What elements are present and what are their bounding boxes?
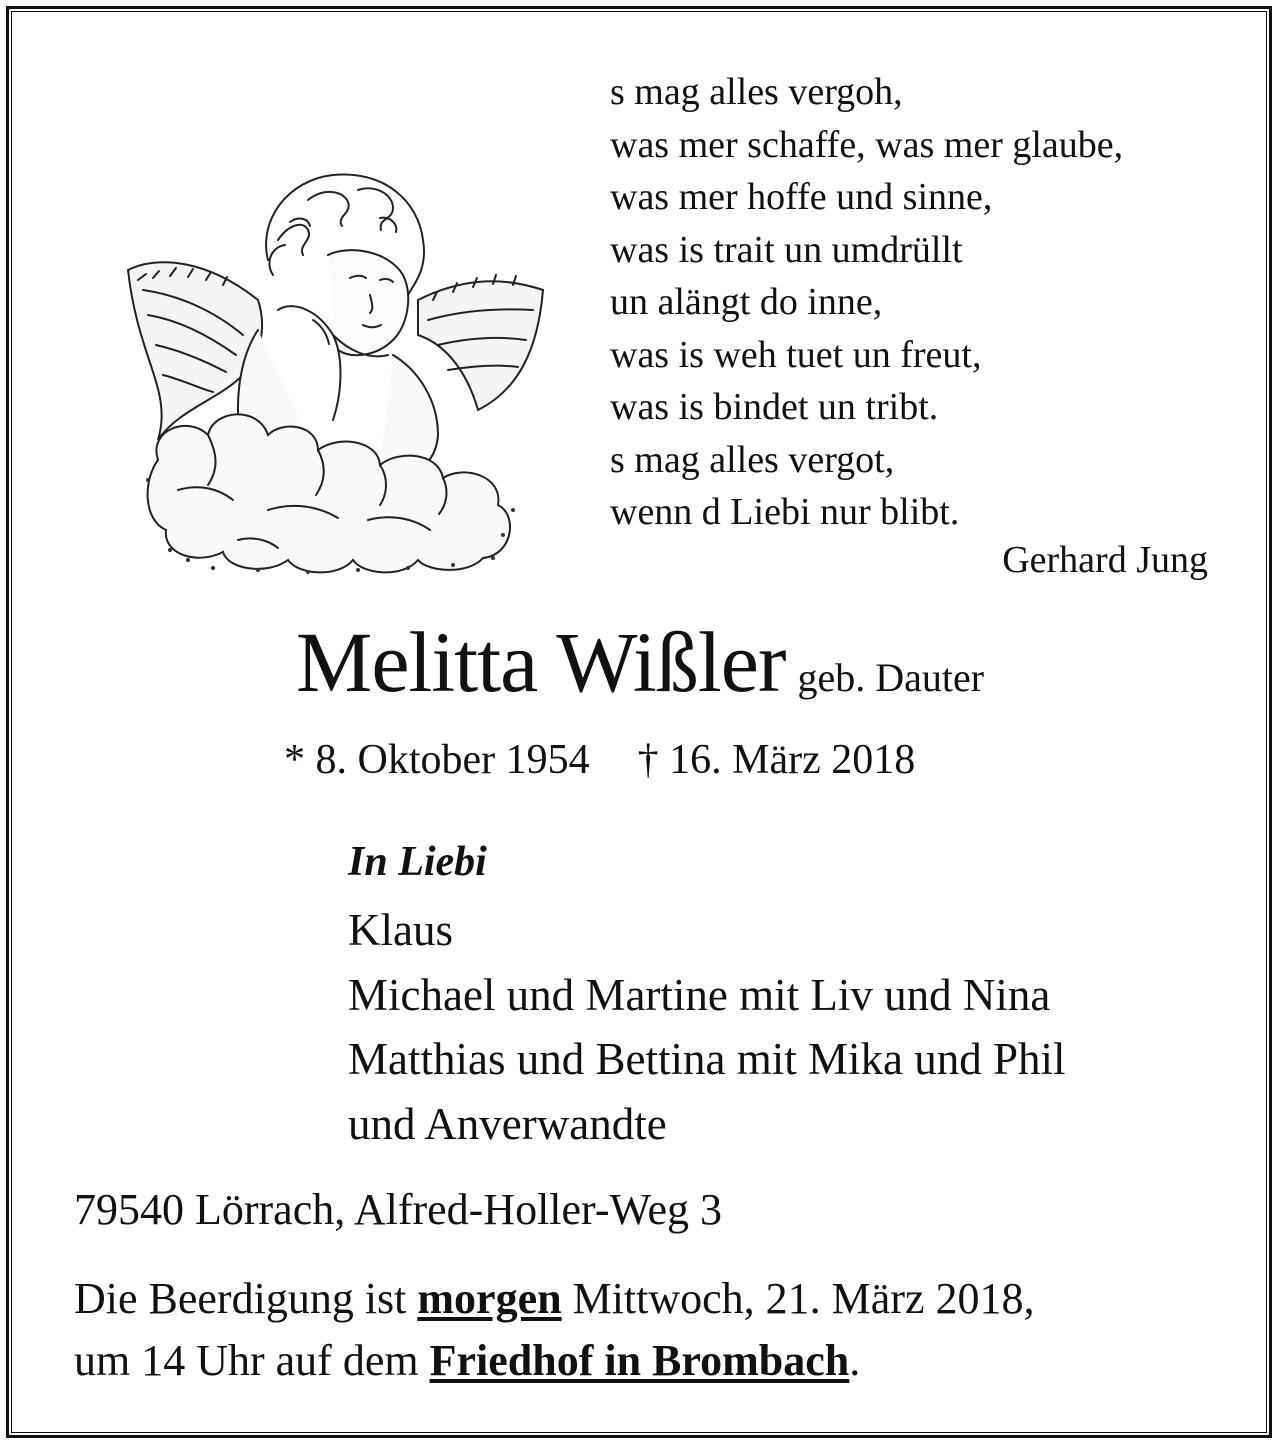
funeral-notice [74,1268,1035,1392]
mourner-name: Matthias und Bettina mit Mika und Phil [348,1034,1066,1084]
poem-line: un alängt do inne, [610,281,883,323]
poem-line: was is weh tuet un freut, [610,333,982,376]
funeral-day-emphasis: morgen [417,1274,562,1323]
poem-line: was is bindet un tribt. [610,386,939,428]
poem-line: wenn d Liebi nur blibt. [610,491,960,533]
funeral-date: Mittwoch, 21. März 2018, [572,1274,1035,1323]
birth-date: * 8. Oktober 1954 [284,737,590,783]
death-date: † 16. März 2018 [637,737,916,783]
angel-icon [118,160,558,580]
poem-author: Gerhard Jung [1002,539,1208,581]
life-dates [284,736,915,784]
mourner-name: Klaus [348,905,453,955]
mourners-intro: In Liebi [348,839,487,885]
address: 79540 Lörrach, Alfred-Holler-Weg 3 [74,1185,723,1234]
funeral-line-2 [74,1330,1035,1392]
funeral-time: um 14 Uhr auf dem [74,1336,419,1385]
deceased-heading [0,612,1280,712]
deceased-name: Melitta Wißler [295,614,786,710]
funeral-location: Friedhof in Brombach [429,1336,850,1385]
poem-line: s mag alles vergoh, [610,71,903,113]
mourners-list [348,898,1065,1156]
funeral-period: . [849,1336,861,1385]
poem-line: was is trait un umdrüllt [610,228,963,271]
mourner-name: und Anverwandte [348,1098,667,1149]
poem [610,66,1230,539]
poem-line: s mag alles vergot, [610,438,895,481]
poem-line: was mer hoffe und sinne, [610,176,993,218]
mourners-block [348,832,1065,1156]
mourner-name: Michael und Martine mit Liv und Nina [348,969,1051,1020]
poem-line: was mer schaffe, was mer glaube, [610,123,1124,166]
funeral-text: Die Beerdigung ist [74,1274,407,1323]
maiden-name: geb. Dauter [797,655,985,700]
funeral-line-1 [74,1268,1035,1330]
